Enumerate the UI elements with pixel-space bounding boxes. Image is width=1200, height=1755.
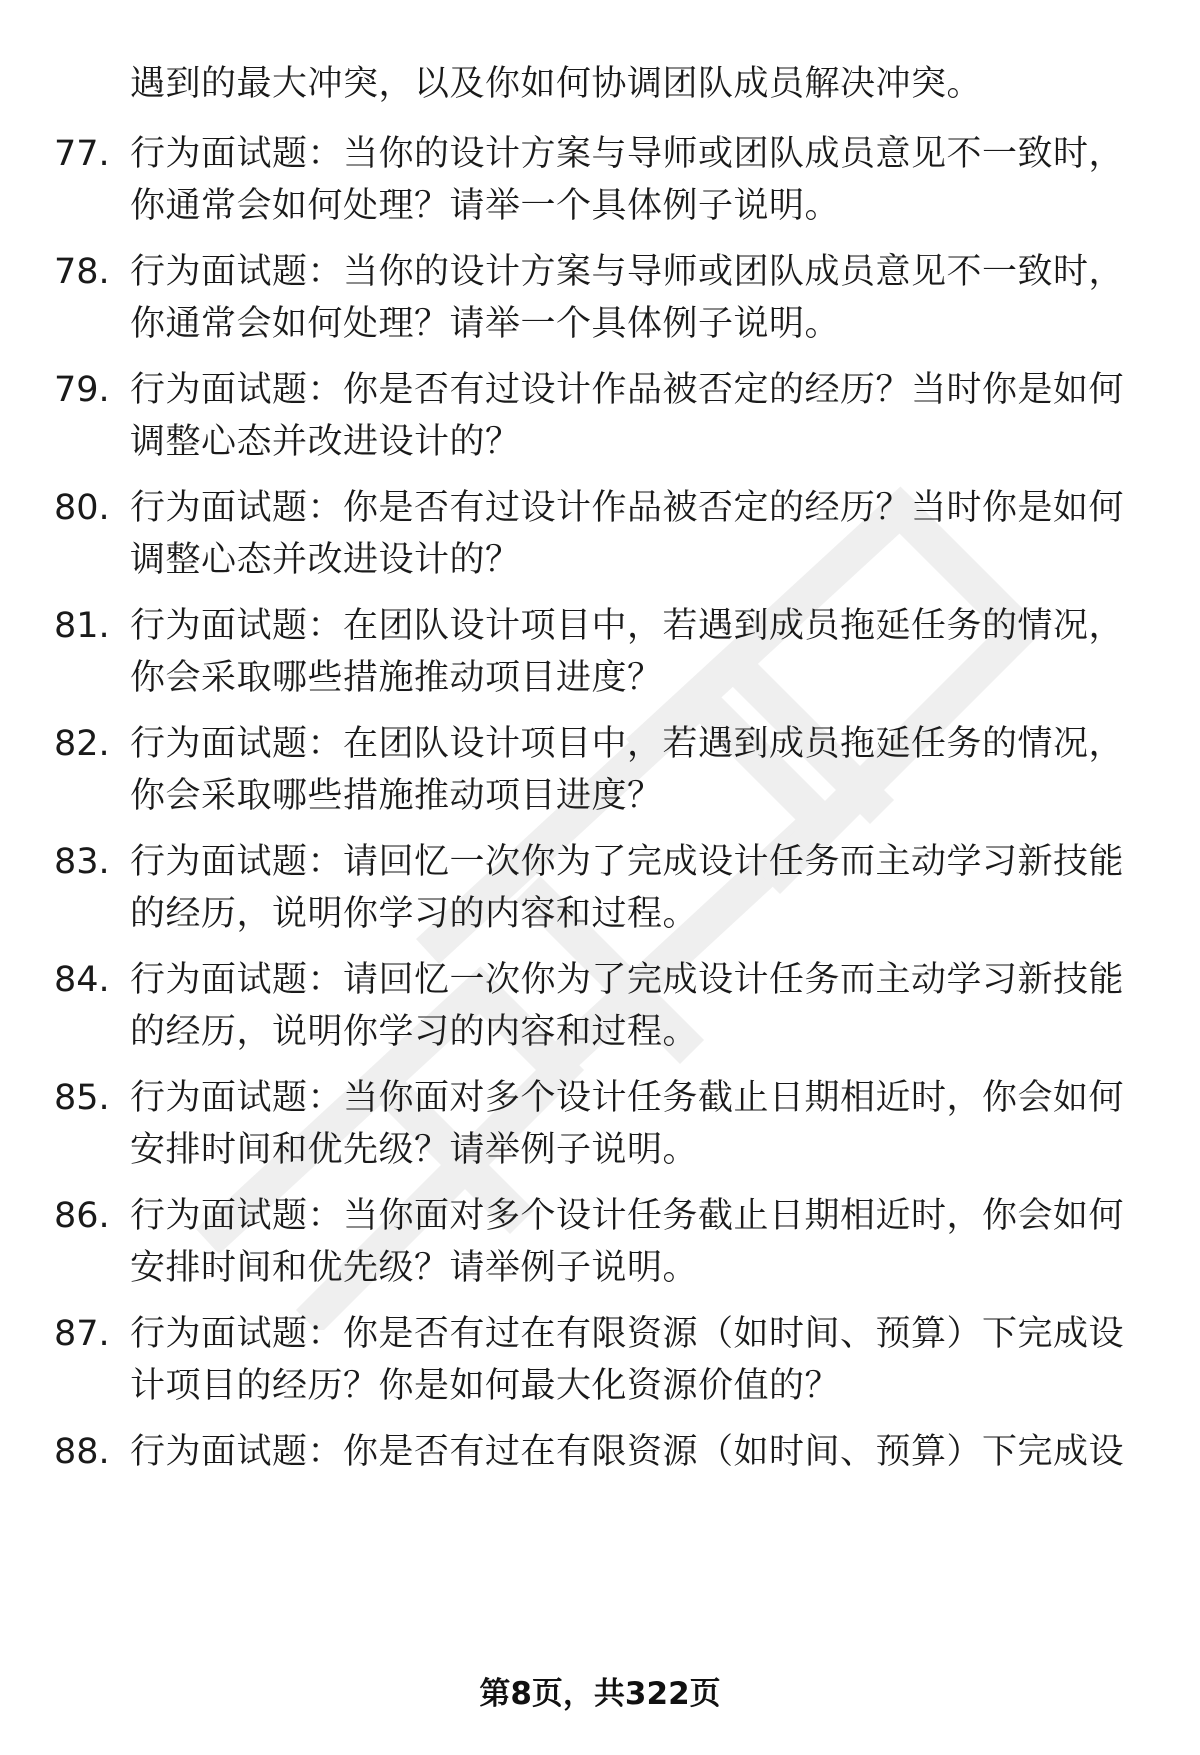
item-text xyxy=(130,1072,1140,1176)
item-text-line: 调整心态并改进设计的？ xyxy=(130,540,521,580)
item-number: 77. xyxy=(54,134,110,174)
item-text xyxy=(130,954,1140,1058)
page-footer: 第8页，共322页 xyxy=(479,1676,721,1712)
item-text xyxy=(130,246,1140,350)
item-text-line: 行为面试题：当你的设计方案与导师或团队成员意见不一致时， xyxy=(130,252,1125,292)
item-number: 86. xyxy=(54,1196,110,1236)
item-text-line: 安排时间和优先级？请举例子说明。 xyxy=(130,1130,699,1170)
item-text xyxy=(130,1426,1140,1478)
item-text-line: 行为面试题：请回忆一次你为了完成设计任务而主动学习新技能 xyxy=(130,960,1125,1000)
item-text-line: 安排时间和优先级？请举例子说明。 xyxy=(130,1248,699,1288)
item-text-line: 调整心态并改进设计的？ xyxy=(130,422,521,462)
item-text-line: 行为面试题：在团队设计项目中，若遇到成员拖延任务的情况， xyxy=(130,606,1125,646)
item-text xyxy=(130,1190,1140,1294)
item-text-line: 行为面试题：你是否有过设计作品被否定的经历？当时你是如何 xyxy=(130,370,1125,410)
item-text xyxy=(130,364,1140,468)
item-text xyxy=(130,1308,1140,1412)
item-text-line: 行为面试题：当你面对多个设计任务截止日期相近时，你会如何 xyxy=(130,1196,1125,1236)
item-number: 83. xyxy=(54,842,110,882)
item-text-line: 你通常会如何处理？请举一个具体例子说明。 xyxy=(130,186,841,226)
item-text xyxy=(130,836,1140,940)
item-number: 79. xyxy=(54,370,110,410)
item-number: 88. xyxy=(54,1432,110,1472)
item-text-line: 行为面试题：请回忆一次你为了完成设计任务而主动学习新技能 xyxy=(130,842,1125,882)
item-text xyxy=(130,718,1140,822)
item-text-line: 你通常会如何处理？请举一个具体例子说明。 xyxy=(130,304,841,344)
item-text xyxy=(130,600,1140,704)
continuation-line: 遇到的最大冲突，以及你如何协调团队成员解决冲突。 xyxy=(130,64,983,104)
item-text-line: 计项目的经历？你是如何最大化资源价值的？ xyxy=(130,1366,841,1406)
item-number: 85. xyxy=(54,1078,110,1118)
item-text-line: 行为面试题：在团队设计项目中，若遇到成员拖延任务的情况， xyxy=(130,724,1125,764)
item-number: 87. xyxy=(54,1314,110,1354)
item-text-line: 的经历，说明你学习的内容和过程。 xyxy=(130,894,699,934)
item-number: 82. xyxy=(54,724,110,764)
item-text-line: 行为面试题：你是否有过在有限资源（如时间、预算）下完成设 xyxy=(130,1432,1125,1472)
item-text-line: 行为面试题：你是否有过设计作品被否定的经历？当时你是如何 xyxy=(130,488,1125,528)
item-text xyxy=(130,128,1140,232)
item-number: 81. xyxy=(54,606,110,646)
item-number: 84. xyxy=(54,960,110,1000)
item-text-line: 你会采取哪些措施推动项目进度？ xyxy=(130,658,663,698)
item-text-line: 行为面试题：你是否有过在有限资源（如时间、预算）下完成设 xyxy=(130,1314,1125,1354)
item-number: 80. xyxy=(54,488,110,528)
item-number: 78. xyxy=(54,252,110,292)
item-text xyxy=(130,482,1140,586)
item-text-line: 的经历，说明你学习的内容和过程。 xyxy=(130,1012,699,1052)
item-text-line: 你会采取哪些措施推动项目进度？ xyxy=(130,776,663,816)
item-text-line: 行为面试题：当你面对多个设计任务截止日期相近时，你会如何 xyxy=(130,1078,1125,1118)
item-text-line: 行为面试题：当你的设计方案与导师或团队成员意见不一致时， xyxy=(130,134,1125,174)
